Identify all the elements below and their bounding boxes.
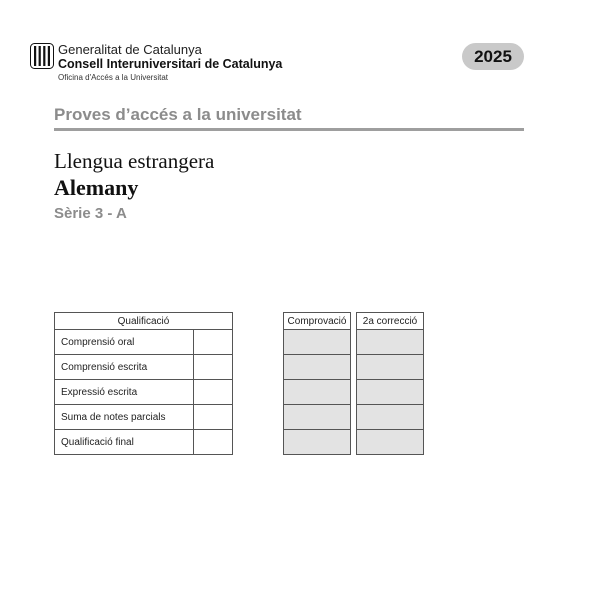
- grade-entry-box[interactable]: [194, 430, 233, 455]
- grades-table: [54, 312, 233, 455]
- verification-cell[interactable]: [284, 330, 351, 355]
- verification-header: Comprovació: [284, 313, 351, 330]
- year-badge: 2025: [462, 43, 524, 70]
- verification-cell[interactable]: [284, 355, 351, 380]
- second-correction-cell[interactable]: [357, 405, 424, 430]
- verification-table: [283, 312, 424, 455]
- grade-entry-box[interactable]: [194, 405, 233, 430]
- second-correction-cell[interactable]: [357, 355, 424, 380]
- subject-category: Llengua estrangera: [54, 149, 215, 173]
- section-title: Proves d’accés a la universitat: [54, 105, 302, 124]
- verification-cell[interactable]: [284, 430, 351, 455]
- institution-name: Generalitat de Catalunya: [58, 42, 202, 57]
- grades-table-header: Qualificació: [55, 313, 233, 330]
- exam-series: Sèrie 3 - A: [54, 205, 127, 222]
- grade-row-label: Comprensió oral: [55, 330, 194, 355]
- grade-entry-box[interactable]: [194, 330, 233, 355]
- second-correction-header: 2a correcció: [357, 313, 424, 330]
- grade-row-label: Comprensió escrita: [55, 355, 194, 380]
- grade-entry-box[interactable]: [194, 355, 233, 380]
- second-correction-cell[interactable]: [357, 430, 424, 455]
- catalan-flag-icon: [30, 43, 54, 69]
- second-correction-cell[interactable]: [357, 330, 424, 355]
- subject-name: Alemany: [54, 175, 139, 200]
- office-name: Oficina d'Accés a la Universitat: [58, 73, 169, 82]
- grade-row-label: Expressió escrita: [55, 380, 194, 405]
- grade-row-label: Qualificació final: [55, 430, 194, 455]
- council-name: Consell Interuniversitari de Catalunya: [58, 57, 283, 71]
- grade-entry-box[interactable]: [194, 380, 233, 405]
- section-divider: [54, 128, 524, 131]
- verification-cell[interactable]: [284, 405, 351, 430]
- second-correction-cell[interactable]: [357, 380, 424, 405]
- grade-row-label: Suma de notes parcials: [55, 405, 194, 430]
- verification-cell[interactable]: [284, 380, 351, 405]
